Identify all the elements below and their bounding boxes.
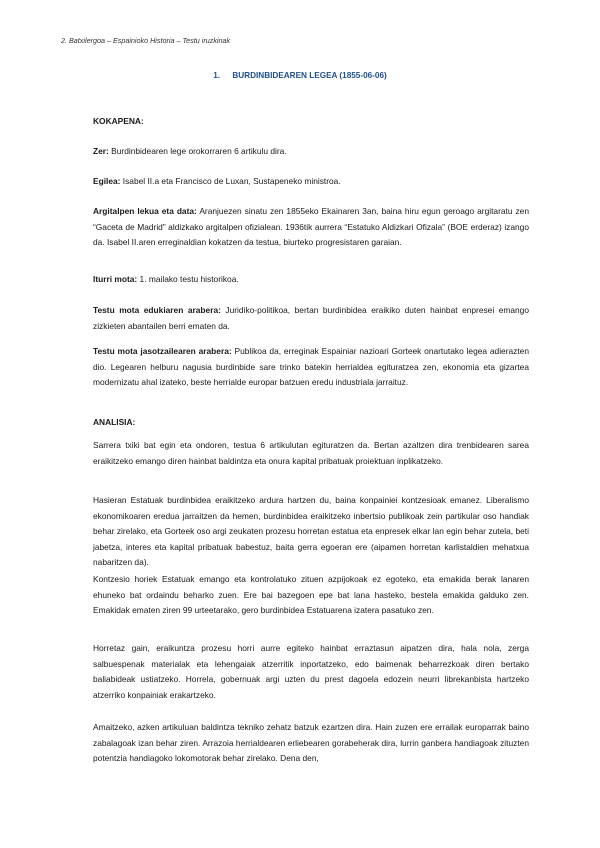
field-text: 1. mailako testu historikoa. bbox=[137, 274, 239, 284]
page-header: 2. Batxilergoa – Espainioko Historia – Testu iruzkinak bbox=[61, 36, 231, 45]
analisia-paragraph: Kontzesio horiek Estatuak emango eta kontrolatuko zituen azpijokoak ez egoteko, eta emakida berak lanaren ehuneko bat ordaindu beharko zuen. Ere bai bazegoen epe bat lana hasteko, bestela emakida galduko zen. Emakidak ematen ziren 99 urteetarako, gero burdinbidea Estatuarena izatera pasatuko zen. bbox=[93, 574, 529, 616]
field-edukia bbox=[93, 303, 529, 334]
analisia-paragraph: Sarrera txiki bat egin eta ondoren, testua 6 artikulutan egituratzen da. Bertan azaltzen dira trenbidearen sarea eraikitzeko emango diren hainbat baldintza eta onura kapital pribatuak proiektuan inplikatzeko. bbox=[93, 440, 529, 466]
field-text: Aranjuezen sinatu zen 1855eko Ekainaren 3an, baina hiru egun geroago argitaratu zen “Gaceta de Madrid” aldizkako argitalpen ofizialean. 1936tik aurrera “Estatuko Aldizkari Ofizala” (BOE erderaz) izango da. Isabel II.aren erreginaldian kokatzen da testua, biurteko progresistaren garaian. bbox=[93, 206, 529, 248]
field-label: Iturri mota: bbox=[93, 274, 138, 284]
analisia-paragraph: Amaitzeko, azken artikuluan baldintza tekniko zehatz batzuk ezartzen dira. Hain zuzen ere errailak europarrak baino zabalagoak izan behar ziren. Arrazoia herrialdearen erliebearen gorabeherak dira, lurrin ganbera handiagoak zituzten potentzia handiagoko lokomotorak behar zirelako. Dena den, bbox=[93, 722, 529, 764]
title-text: BURDINBIDEAREN LEGEA (1855-06-06) bbox=[232, 71, 387, 80]
field-egilea bbox=[93, 174, 529, 190]
field-text: Publikoa da, erreginak Espainiar nazioari Gorteek onartutako legea adierazten dio. Legearen helburu nagusia burdinbide sare trinko batekin herrialdea egituratzea zen, ekonomia eta gizartea modernizatu ahal izateko, beste herrialde europar batzuen eredu industriala jarraituz. bbox=[93, 346, 529, 388]
analisia-heading: ANALISIA: bbox=[93, 417, 136, 427]
field-text: Isabel II.a eta Francisco de Luxan, Sustapeneko ministroa. bbox=[120, 176, 341, 186]
field-jasotzailea bbox=[93, 344, 529, 391]
field-iturri bbox=[93, 272, 529, 288]
document-title bbox=[0, 71, 600, 80]
analisia-paragraph: Hasieran Estatuak burdinbidea eraikitzeko ardura hartzen du, baina konpainiei kontzesioak emanez. Liberalismo ekonomikoaren eredua jarraitzen da hemen, burdinbidea eraikitzeko inbertsio publikoak zein partikular oso handiak behar zirelako, eta Gorteek oso argi zeukaten prozesu horretan estatua eta enpresek elkar lan egin behar zutela, beti jabetza, interes eta kapital pribatuak babestuz, baita gerra egoeran ere (aipamen horretan karlistaldien mehatxua nabaritzen da). bbox=[93, 495, 529, 568]
field-argitalpen bbox=[93, 204, 529, 251]
title-number: 1. bbox=[213, 71, 221, 80]
field-label: Testu mota jasotzailearen arabera: bbox=[93, 346, 232, 356]
field-label: Zer: bbox=[93, 146, 109, 156]
field-label: Testu mota edukiaren arabera: bbox=[93, 305, 221, 315]
kokapena-heading: KOKAPENA: bbox=[93, 116, 144, 126]
field-text: Burdinbidearen lege orokorraren 6 artikulu dira. bbox=[108, 146, 287, 156]
analisia-paragraph: Horretaz gain, eraikuntza prozesu horri aurre egiteko hainbat erraztasun aipatzen dira, hala nola, zerga salbuespenak materialak eta lehengaiak atzerritik inportatzeko, edo baimenak beharrezkoak diren bertako baliabideak ustiatzeko. Horrela, gobernuak argi uzten du prest dagoela edozein neurri librekanbista hartzeko atzerriko konpainiak erakartzeko. bbox=[93, 643, 529, 700]
field-label: Argitalpen lekua eta data: bbox=[93, 206, 197, 216]
field-zer bbox=[93, 144, 529, 160]
field-text: Juridiko-politikoa, bertan burdinbidea eraikiko duten hainbat enpresei emango zizkieten abantailen berri ematen da. bbox=[93, 305, 529, 331]
field-label: Egilea: bbox=[93, 176, 121, 186]
